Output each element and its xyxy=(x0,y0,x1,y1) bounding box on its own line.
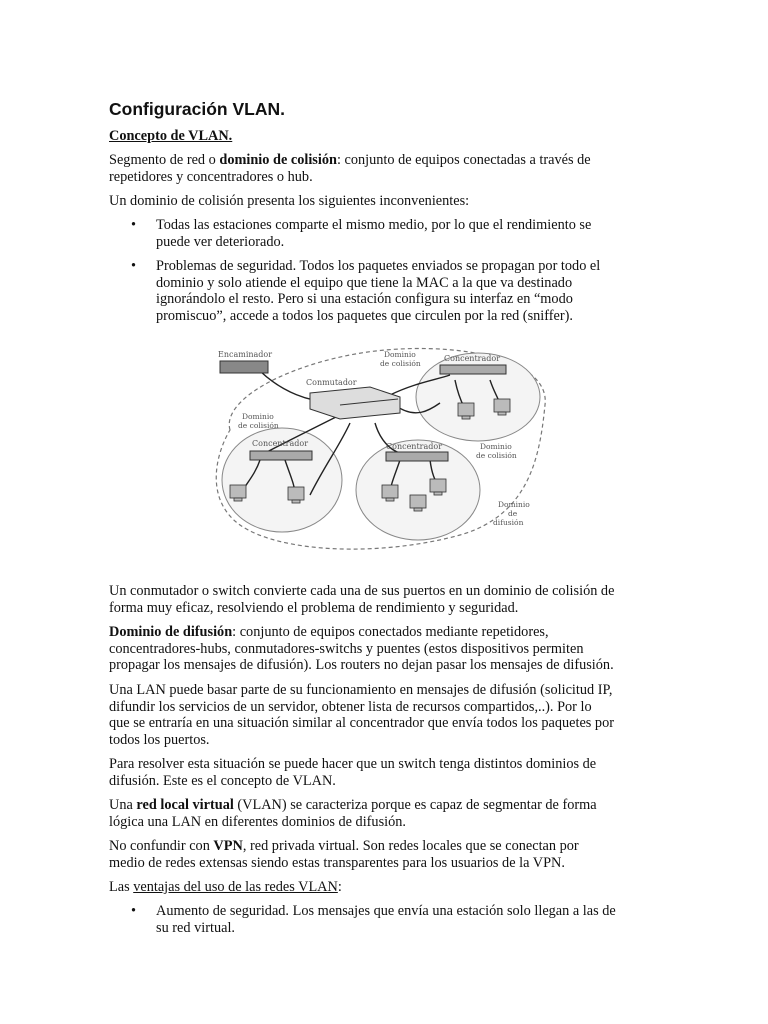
paragraph-virtual-lan: Una red local virtual (VLAN) se caracteriza porque es capaz de segmentar de forma lógica una LAN en diferentes dominios de difusión. xyxy=(109,797,597,830)
advantages-heading: ventajas del uso de las redes VLAN xyxy=(133,879,338,895)
paragraph-lan-broadcast: Una LAN puede basar parte de su funcionamiento en mensajes de difusión (solicitud IP, difundir los servicios de un servidor, obtener lista de recursos compartidos,..). Por lo que se entraría en una situación similar al concentrador que envía todos los paquetes por todos los puertos. xyxy=(109,682,614,748)
paragraph-switch: Un conmutador o switch convierte cada una de sus puertos en un dominio de colisión de forma muy eficaz, resolviendo el problema de rendimiento y seguridad. xyxy=(109,583,615,616)
term-vpn: VPN xyxy=(213,838,243,854)
term-collision-domain: dominio de colisión xyxy=(219,152,337,168)
label-hub-bottom: Concentrador xyxy=(386,442,443,451)
label-hub-top: Concentrador xyxy=(444,354,501,363)
paragraph-broadcast-domain: Dominio de difusión: conjunto de equipos conectados mediante repetidores, concentradores-hubs, conmutadores-switchs y puentes (estos dispositivos permiten propagar los mensajes de difusión). Los routers no dejan pasar los mensajes de difusión. xyxy=(109,624,614,674)
hub-device-top xyxy=(440,365,506,374)
term-broadcast-domain: Dominio de difusión xyxy=(109,624,233,640)
label-collision-domain: Dominio xyxy=(242,412,274,421)
list-item: Aumento de seguridad. Los mensajes que envía una estación solo llegan a las de su red virtual. xyxy=(156,903,616,936)
section-heading: Concepto de VLAN. xyxy=(109,128,233,144)
bullet-marker: • xyxy=(131,903,137,919)
label-broadcast-domain: de xyxy=(508,509,518,518)
label-hub-left: Concentrador xyxy=(252,439,309,448)
label-collision-domain: Dominio xyxy=(480,442,512,451)
hub-device-bottom xyxy=(386,452,448,461)
label-collision-domain: Dominio xyxy=(384,350,416,359)
paragraph-vpn: No confundir con VPN, red privada virtual. Son redes locales que se conectan por medio de redes extensas siendo estas transparentes para los usuarios de la VPN. xyxy=(109,838,579,871)
list-item: Problemas de seguridad. Todos los paquetes enviados se propagan por todo el dominio y solo atiende el equipo que tiene la MAC a la que va destinado ignorándolo el resto. Pero si una estación configura su interfaz en “modo promiscuo”, accede a todos los paquetes que circulen por la red (sniffer). xyxy=(156,258,601,324)
paragraph-inconvenients: Un dominio de colisión presenta los siguientes inconvenientes: xyxy=(109,193,470,209)
router-device xyxy=(220,361,268,373)
label-broadcast-domain: Dominio xyxy=(498,500,530,509)
label-broadcast-domain: difusión xyxy=(493,518,524,527)
label-collision-domain: de colisión xyxy=(380,359,421,368)
network-diagram xyxy=(200,335,560,560)
paragraph-advantages: Las ventajas del uso de las redes VLAN: xyxy=(109,879,342,895)
hub-device-left xyxy=(250,451,312,460)
bullet-marker: • xyxy=(131,258,137,274)
list-item: Todas las estaciones comparte el mismo medio, por lo que el rendimiento se puede ver deteriorado. xyxy=(156,217,592,250)
label-collision-domain: de colisión xyxy=(476,451,517,460)
label-router: Encaminador xyxy=(218,350,273,359)
document-title: Configuración VLAN. xyxy=(109,99,285,119)
bullet-marker: • xyxy=(131,217,137,233)
label-collision-domain: de colisión xyxy=(238,421,279,430)
label-switch: Conmutador xyxy=(306,378,357,387)
term-virtual-lan: red local virtual xyxy=(136,797,234,813)
paragraph-vlan-concept: Para resolver esta situación se puede hacer que un switch tenga distintos dominios de difusión. Este es el concepto de VLAN. xyxy=(109,756,597,789)
paragraph-collision-domain: Segmento de red o dominio de colisión: conjunto de equipos conectadas a través de repetidores y concentradores o hub. xyxy=(109,152,591,185)
